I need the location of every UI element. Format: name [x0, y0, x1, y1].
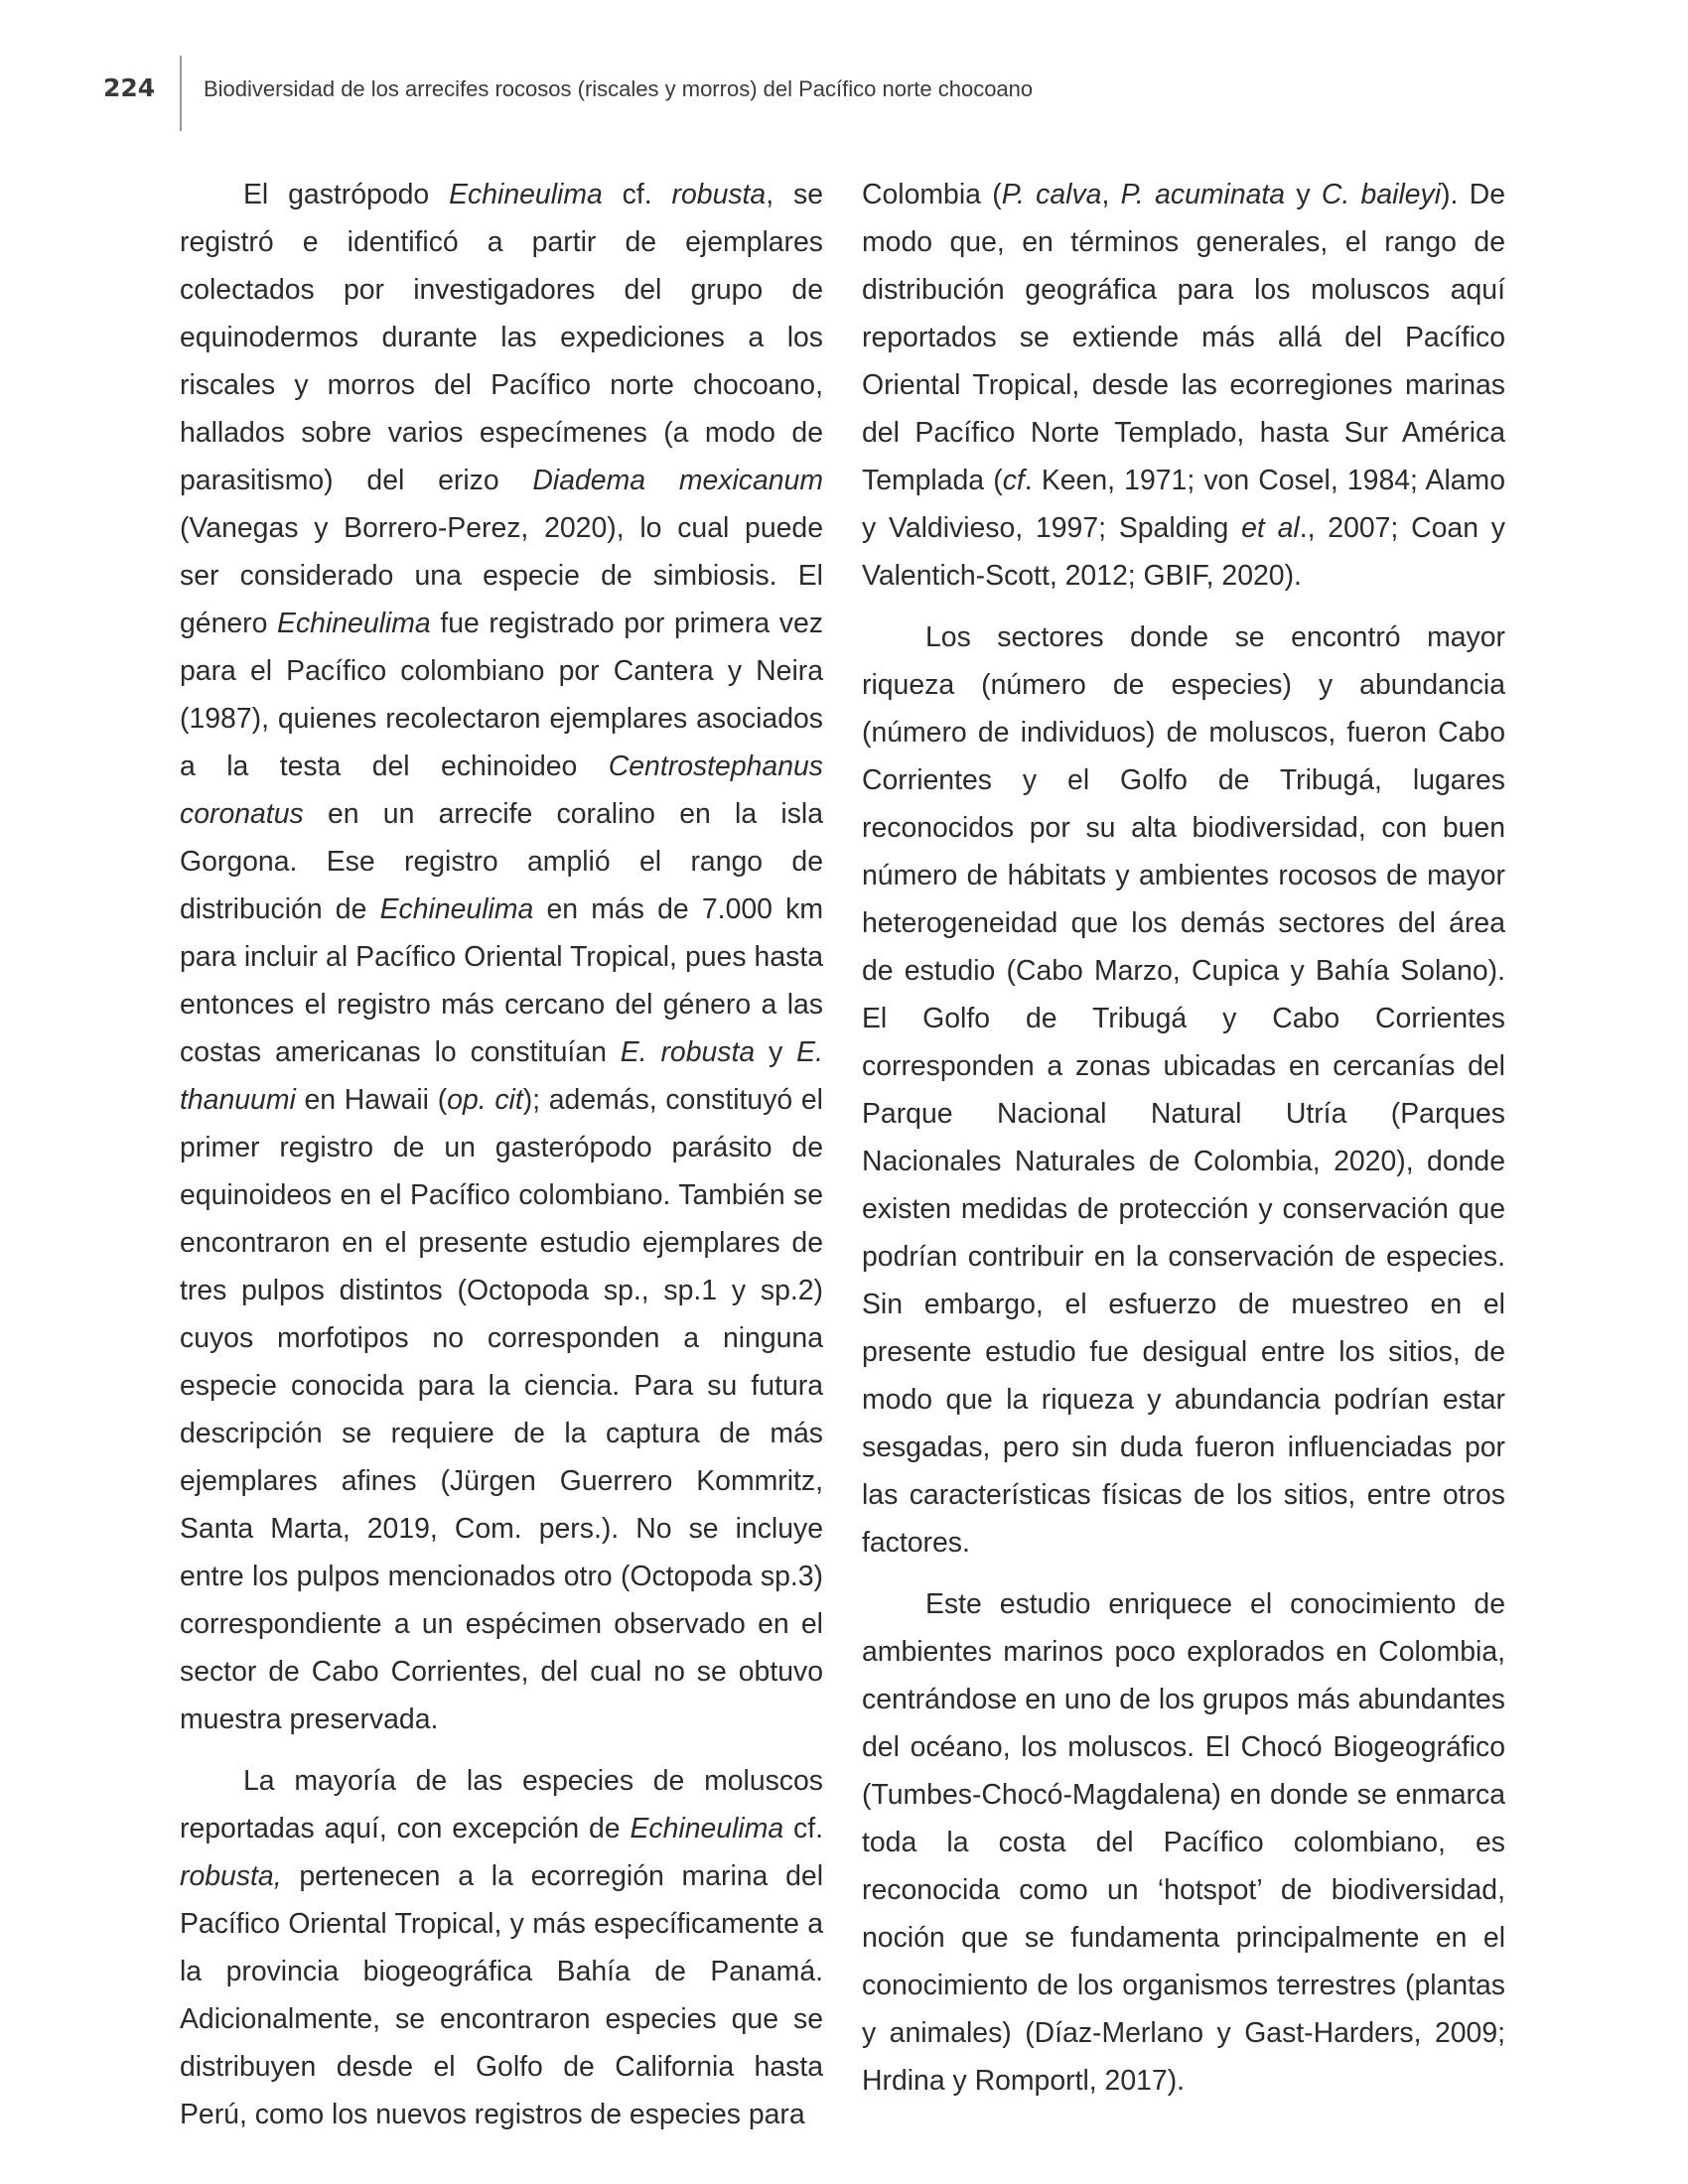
- right-column: [862, 171, 1505, 2105]
- paragraph: El gastrópodo Echineulima cf. robusta, se registró e identificó a partir de ejemplares colectados por investigadores del grupo de equinodermos durante las expediciones a los riscales y morros del Pacífico norte chocoano, hallados sobre varios especímenes (a modo de parasitismo) del erizo Diadema mexicanum (Vanegas y Borrero-Perez, 2020), lo cual puede ser considerado una especie de simbiosis. El género Echineulima fue registrado por primera vez para el Pacífico colombiano por Cantera y Neira (1987), quienes recolectaron ejemplares asociados a la testa del echinoideo Centrostephanus coronatus en un arrecife coralino en la isla Gorgona. Ese registro amplió el rango de distribución de Echineulima en más de 7.000 km para incluir al Pacífico Oriental Tropical, pues hasta entonces el registro más cercano del género a las costas americanas lo constituían E. robusta y E. thanuumi en Hawaii (op. cit); además, constituyó el primer registro de un gasterópodo parásito de equinoideos en el Pacífico colombiano. También se encontraron en el presente estudio ejemplares de tres pulpos distintos (Octopoda sp., sp.1 y sp.2) cuyos morfotipos no corresponden a ninguna especie conocida para la ciencia. Para su futura descripción se requiere de la captura de más ejemplares afines (Jürgen Guerrero Kommritz, Santa Marta, 2019, Com. pers.). No se incluye entre los pulpos mencionados otro (Octopoda sp.3) correspondiente a un espécimen observado en el sector de Cabo Corrientes, del cual no se obtuvo muestra preservada.: [180, 179, 824, 1735]
- header-divider: [180, 56, 182, 131]
- italic-term: P. calva: [1001, 179, 1102, 210]
- italic-term: op. cit: [447, 1084, 523, 1116]
- italic-term: cf: [1002, 465, 1025, 496]
- italic-term: robusta: [671, 179, 767, 210]
- italic-term: E. thanuumi: [180, 1036, 823, 1116]
- paragraph: Los sectores donde se encontró mayor riqueza (número de especies) y abundancia (número de individuos) de moluscos, fueron Cabo Corrientes y el Golfo de Tribugá, lugares reconocidos por su alta biodiversidad, con buen número de hábitats y ambientes rocosos de mayor heterogeneidad que los demás sectores del área de estudio (Cabo Marzo, Cupica y Bahía Solano). El Golfo de Tribugá y Cabo Corrientes corresponden a zonas ubicadas en cercanías del Parque Nacional Natural Utría (Parques Nacionales Naturales de Colombia, 2020), donde existen medidas de protección y conservación que podrían contribuir en la conservación de especies. Sin embargo, el esfuerzo de muestreo en el presente estudio fue desigual entre los sitios, de modo que la riqueza y abundancia podrían estar sesgadas, pero sin duda fueron influenciadas por las características físicas de los sitios, entre otros factores.: [862, 621, 1505, 1559]
- italic-term: Echineulima: [379, 893, 534, 925]
- italic-term: Echineulima: [449, 179, 603, 210]
- italic-term: E. robusta: [620, 1036, 756, 1068]
- italic-term: et al: [1241, 512, 1300, 544]
- left-column: [180, 171, 823, 2138]
- italic-term: Centrostephanus coronatus: [180, 751, 823, 830]
- italic-term: P. acuminata: [1120, 179, 1286, 210]
- italic-term: C. baileyi: [1321, 179, 1442, 210]
- italic-term: Echineulima: [277, 608, 431, 639]
- italic-term: Echineulima: [630, 1813, 784, 1844]
- page-number: 224: [103, 73, 156, 102]
- page-header: [0, 0, 1688, 139]
- paragraph: Colombia (P. calva, P. acuminata y C. baileyi). De modo que, en términos generales, el rango de distribución geográfica para los moluscos aquí reportados se extiende más allá del Pacífico Oriental Tropical, desde las ecorregiones marinas del Pacífico Norte Templado, hasta Sur América Templada (cf. Keen, 1971; von Cosel, 1984; Alamo y Valdivieso, 1997; Spalding et al., 2007; Coan y Valentich-Scott, 2012; GBIF, 2020).: [862, 179, 1505, 592]
- italic-term: robusta,: [180, 1860, 282, 1892]
- paragraph: La mayoría de las especies de moluscos reportadas aquí, con excepción de Echineulima cf. robusta, pertenecen a la ecorregión marina del Pacífico Oriental Tropical, y más específicamente a la provincia biogeográfica Bahía de Panamá. Adicionalmente, se encontraron especies que se distribuyen desde el Golfo de California hasta Perú, como los nuevos registros de especies para: [180, 1765, 823, 2130]
- italic-term: Diadema mexicanum: [532, 465, 823, 496]
- running-title: Biodiversidad de los arrecifes rocosos (riscales y morros) del Pacífico norte chocoano: [204, 76, 1034, 101]
- paragraph: Este estudio enriquece el conocimiento de ambientes marinos poco explorados en Colombia, centrándose en uno de los grupos más abundantes del océano, los moluscos. El Chocó Biogeográfico (Tumbes-Chocó-Magdalena) en donde se enmarca toda la costa del Pacífico colombiano, es reconocida como un ‘hotspot’ de biodiversidad, noción que se fundamenta principalmente en el conocimiento de los organismos terrestres (plantas y animales) (Díaz-Merlano y Gast-Harders, 2009; Hrdina y Romportl, 2017).: [862, 1588, 1505, 2097]
